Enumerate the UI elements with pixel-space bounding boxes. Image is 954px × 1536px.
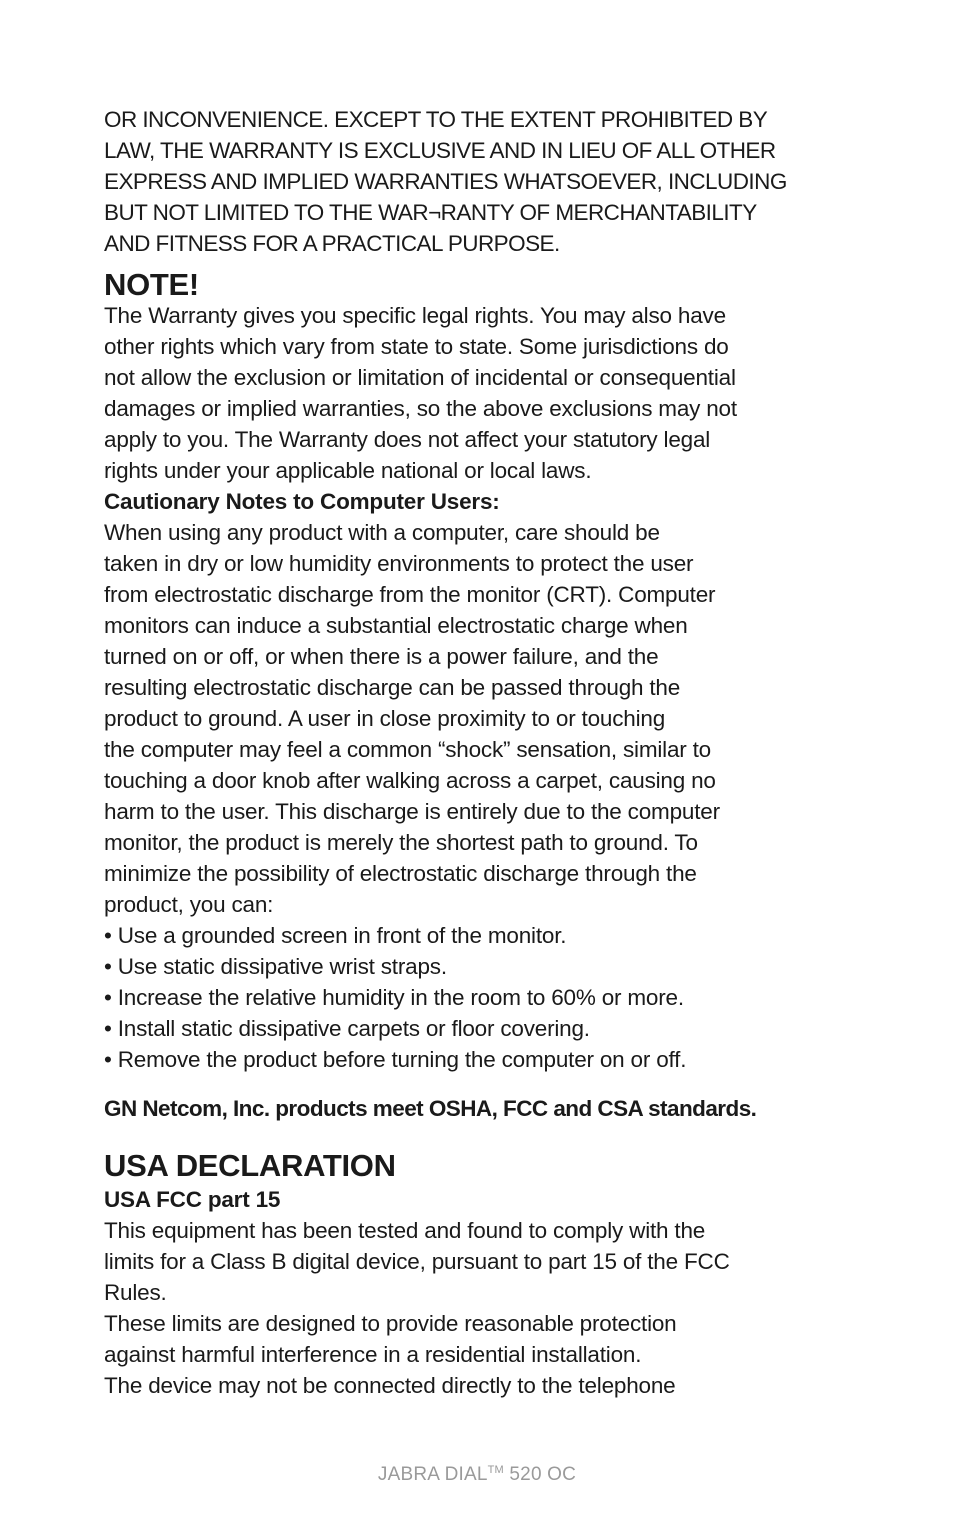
text-line: from electrostatic discharge from the monitor (CRT). Computer bbox=[104, 582, 716, 607]
usa-fcc-subheading: USA FCC part 15 bbox=[104, 1187, 281, 1212]
document-page bbox=[104, 104, 864, 1401]
note-paragraph bbox=[104, 300, 864, 486]
text-line: the computer may feel a common “shock” sensation, similar to bbox=[104, 737, 711, 762]
list-item: • Use static dissipative wrist straps. bbox=[104, 954, 447, 979]
caution-bullet-list bbox=[104, 920, 864, 1075]
text-line: other rights which vary from state to state. Some jurisdictions do bbox=[104, 334, 729, 359]
usa-declaration-heading: USA DECLARATION bbox=[104, 1148, 396, 1183]
trademark-mark: TM bbox=[487, 1464, 504, 1476]
footer-model: 520 OC bbox=[509, 1464, 577, 1485]
standards-statement: GN Netcom, Inc. products meet OSHA, FCC and CSA standards. bbox=[104, 1096, 757, 1121]
footer-product-name: JABRA DIAL bbox=[377, 1464, 488, 1485]
usa-paragraph bbox=[104, 1215, 864, 1401]
text-line: not allow the exclusion or limitation of incidental or consequential bbox=[104, 365, 736, 390]
text-line: monitor, the product is merely the shortest path to ground. To bbox=[104, 830, 698, 855]
text-line: AND FITNESS FOR A PRACTICAL PURPOSE. bbox=[104, 231, 560, 256]
caution-heading: Cautionary Notes to Computer Users: bbox=[104, 489, 500, 514]
text-line: rights under your applicable national or local laws. bbox=[104, 458, 592, 483]
text-line: The device may not be connected directly to the telephone bbox=[104, 1373, 676, 1398]
text-line: OR INCONVENIENCE. EXCEPT TO THE EXTENT PROHIBITED BY bbox=[104, 107, 768, 132]
text-line: LAW, THE WARRANTY IS EXCLUSIVE AND IN LIEU OF ALL OTHER bbox=[104, 138, 776, 163]
text-line: These limits are designed to provide reasonable protection bbox=[104, 1311, 677, 1336]
text-line: apply to you. The Warranty does not affect your statutory legal bbox=[104, 427, 711, 452]
text-line: limits for a Class B digital device, pursuant to part 15 of the FCC bbox=[104, 1249, 730, 1274]
list-item: • Use a grounded screen in front of the monitor. bbox=[104, 923, 567, 948]
text-line: EXPRESS AND IMPLIED WARRANTIES WHATSOEVER, INCLUDING bbox=[104, 169, 787, 194]
text-line: resulting electrostatic discharge can be passed through the bbox=[104, 675, 681, 700]
text-line: BUT NOT LIMITED TO THE WAR¬RANTY OF MERCHANTABILITY bbox=[104, 200, 757, 225]
text-line: Rules. bbox=[104, 1280, 167, 1305]
text-line: minimize the possibility of electrostatic discharge through the bbox=[104, 861, 697, 886]
text-line: damages or implied warranties, so the above exclusions may not bbox=[104, 396, 737, 421]
text-line: product to ground. A user in close proximity to or touching bbox=[104, 706, 666, 731]
note-heading: NOTE! bbox=[104, 267, 199, 302]
warranty-tail-paragraph bbox=[104, 104, 864, 259]
page-footer bbox=[0, 1464, 954, 1486]
text-line: This equipment has been tested and found to comply with the bbox=[104, 1218, 706, 1243]
text-line: When using any product with a computer, care should be bbox=[104, 520, 660, 545]
text-line: product, you can: bbox=[104, 892, 274, 917]
text-line: touching a door knob after walking across a carpet, causing no bbox=[104, 768, 716, 793]
text-line: monitors can induce a substantial electrostatic charge when bbox=[104, 613, 688, 638]
text-line: against harmful interference in a residential installation. bbox=[104, 1342, 642, 1367]
text-line: taken in dry or low humidity environments to protect the user bbox=[104, 551, 694, 576]
text-line: harm to the user. This discharge is entirely due to the computer bbox=[104, 799, 720, 824]
list-item: • Remove the product before turning the computer on or off. bbox=[104, 1047, 687, 1072]
list-item: • Increase the relative humidity in the room to 60% or more. bbox=[104, 985, 684, 1010]
caution-paragraph bbox=[104, 517, 864, 920]
list-item: • Install static dissipative carpets or floor covering. bbox=[104, 1016, 590, 1041]
text-line: The Warranty gives you specific legal rights. You may also have bbox=[104, 303, 726, 328]
text-line: turned on or off, or when there is a power failure, and the bbox=[104, 644, 659, 669]
